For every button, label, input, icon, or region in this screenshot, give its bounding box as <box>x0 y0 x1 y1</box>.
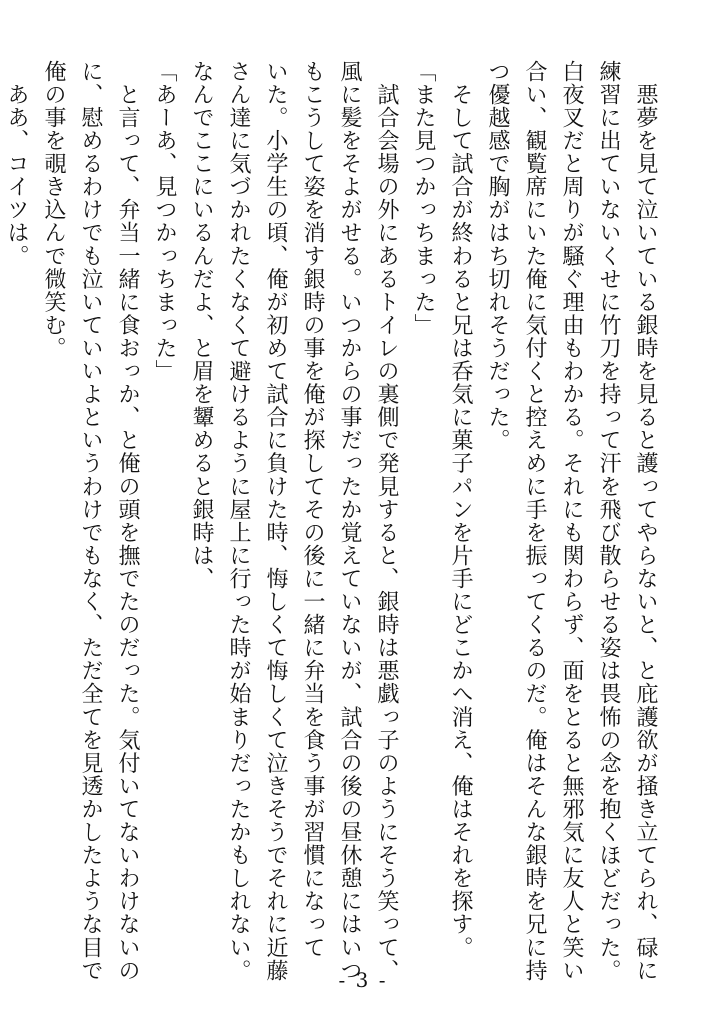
text-line: 白夜叉だと周りが騒ぐ理由もわかる。それにも関わらず、面をとると無邪気に友人と笑い <box>559 60 584 982</box>
text-line: つ優越感で胸がはち切れそうだった。 <box>485 60 510 452</box>
dialogue-line: 「あーあ、見つかっちまった」 <box>152 60 177 383</box>
text-line: ああ、コイツは。 <box>4 60 29 268</box>
text-line: もこうして姿を消す銀時の事を俺が探してその後に一緒に弁当を食う事が習慣になって <box>300 60 325 959</box>
text-line: なんでここにいるんだよ、と眉を顰めると銀時は、 <box>189 60 214 591</box>
text-line: 俺の事を覗き込んで微笑む。 <box>41 60 66 360</box>
page-number: - 3 - <box>338 968 388 992</box>
text-line: と言って、弁当一緒に食おっか、と俺の頭を撫でたのだった。気付いてないわけないの <box>115 60 140 982</box>
vertical-text-body <box>4 60 664 982</box>
text-line: そして試合が終わると兄は呑気に菓子パンを片手にどこかへ消え、俺はそれを探す。 <box>448 60 473 959</box>
text-line: 風に髪をそよがせる。いつからの事だったか覚えていないが、試合の後の昼休憩にはいつ <box>337 60 362 982</box>
text-line: 合い、観覧席にいた俺に気付くと控えめに手を振ってくるのだ。俺はそんな銀時を兄に持 <box>522 60 547 982</box>
text-line: さん達に気づかれたくなくて避けるように屋上に行った時が始まりだったかもしれない。 <box>226 60 251 982</box>
text-line: 練習に出ていないくせに竹刀を持って汗を飛び散らせる姿は畏怖の念を抱くほどだった。 <box>596 60 621 982</box>
text-line: 試合会場の外にあるトイレの裏側で発見すると、銀時は悪戯っ子のようにそう笑って、 <box>374 60 399 982</box>
text-line: 悪夢を見て泣いている銀時を見ると護ってやらないと、と庇護欲が掻き立てられ、碌に <box>633 60 658 982</box>
text-line: に、慰めるわけでも泣いていいよというわけでもなく、ただ全てを見透かしたような目で <box>78 60 103 982</box>
dialogue-line: 「また見つかっちまった」 <box>411 60 436 337</box>
text-line: いた。小学生の頃、俺が初めて試合に負けた時、悔しくて悔しくて泣きそうでそれに近藤 <box>263 60 288 982</box>
